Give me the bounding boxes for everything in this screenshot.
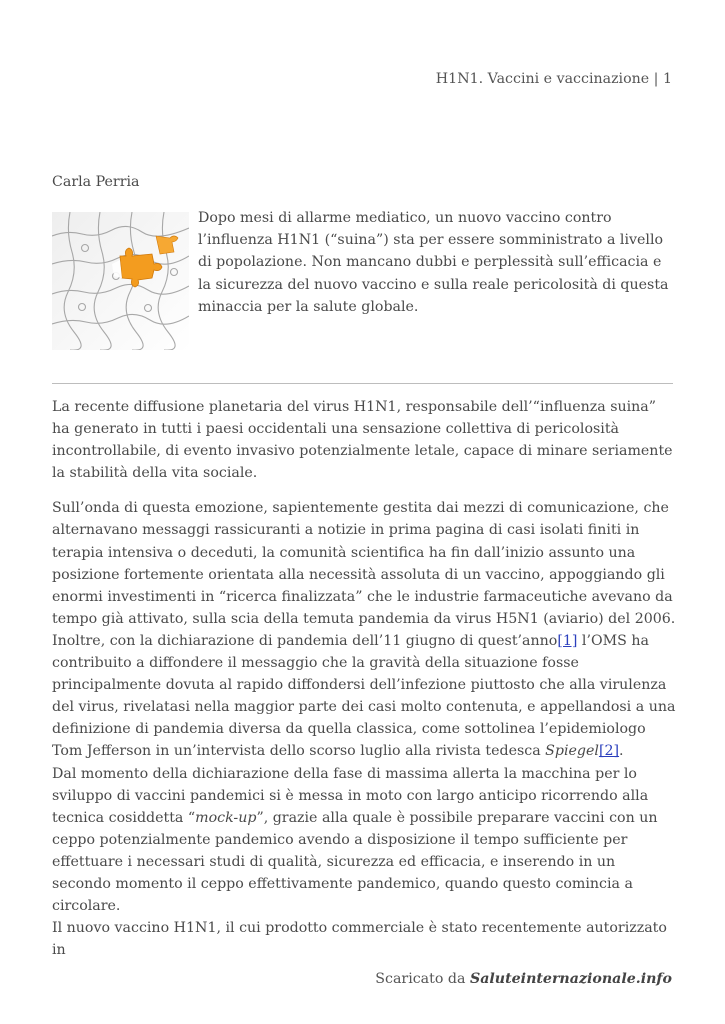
paragraph: Il nuovo vaccino H1N1, il cui prodotto commerciale è stato recentemente autorizzato in <box>52 920 667 959</box>
page-footer <box>375 971 672 987</box>
footnote-link-2[interactable]: [2] <box>598 743 620 760</box>
page-header: H1N1. Vaccini e vaccinazione | 1 <box>435 71 672 87</box>
paragraph: Inoltre, con la dichiarazione di pandemia dell’11 giugno di quest’anno[1] l’OMS ha contribuito a diffondere il messaggio che la gravità della situazione fosse principalmente dovuta al rapido diffondersi dell’infezione piuttosto che alla virulenza del virus, rivelatasi nella maggior parte dei casi molto contenuta, e appellandosi a una definizione di pandemia diversa da quella classica, come sottolinea l’epidemiologo Tom Jefferson in un’intervista dello scorso luglio alla rivista tedesca Spiegel[2]. <box>52 632 676 760</box>
paragraph: Sull’onda di questa emozione, sapientemente gestita dai mezzi di comunicazione, che alternavano messaggi rassicuranti a notizie in prima pagina di casi isolati finiti in terapia intensiva o deceduti, la comunità scientifica ha fin dall’inizio assunto una posizione fortemente orientata alla necessità assoluta di un vaccino, appoggiando gli enormi investimenti in “ricerca finalizzata” che le industrie farmaceutiche avevano da tempo già attivato, sulla scia della temuta pandemia da virus H5N1 (aviario) del 2006. <box>52 500 676 627</box>
divider <box>52 383 673 384</box>
footer-prefix: Scaricato da <box>375 971 470 987</box>
paragraph: La recente diffusione planetaria del virus H1N1, responsabile dell’“influenza suina” ha generato in tutti i paesi occidentali una sensazione collettiva di pericolosità incontrollabile, di evento invasivo potenzialmente letale, capace di minare seriamente la stabilità della vita sociale. <box>52 399 673 482</box>
paragraph: Dal momento della dichiarazione della fase di massima allerta la macchina per lo sviluppo di vaccini pandemici si è messa in moto con largo anticipo ricorrendo alla tecnica cosiddetta “mock-up”, grazie alla quale è possibile preparare vaccini con un ceppo potenzialmente pandemico avendo a disposizione il tempo sufficiente per effettuare i necessari studi di qualità, sicurezza ed efficacia, e inserendo in un secondo momento il ceppo effettivamente pandemico, quando questo comincia a circolare. <box>52 765 658 915</box>
puzzle-image <box>52 212 189 350</box>
author-name: Carla Perria <box>52 174 140 190</box>
article-body <box>52 396 677 961</box>
intro-text: Dopo mesi di allarme mediatico, un nuovo vaccino contro l’influenza H1N1 (“suina”) sta per essere somministrato a livello di popolazione. Non mancano dubbi e perplessità sull’efficacia e la sicurezza del nuovo vaccino e sulla reale pericolosità di questa minaccia per la salute globale. <box>198 210 669 315</box>
footer-site-link[interactable]: Saluteinternazionale.info <box>469 971 672 987</box>
footnote-link-1[interactable]: [1] <box>557 632 578 649</box>
